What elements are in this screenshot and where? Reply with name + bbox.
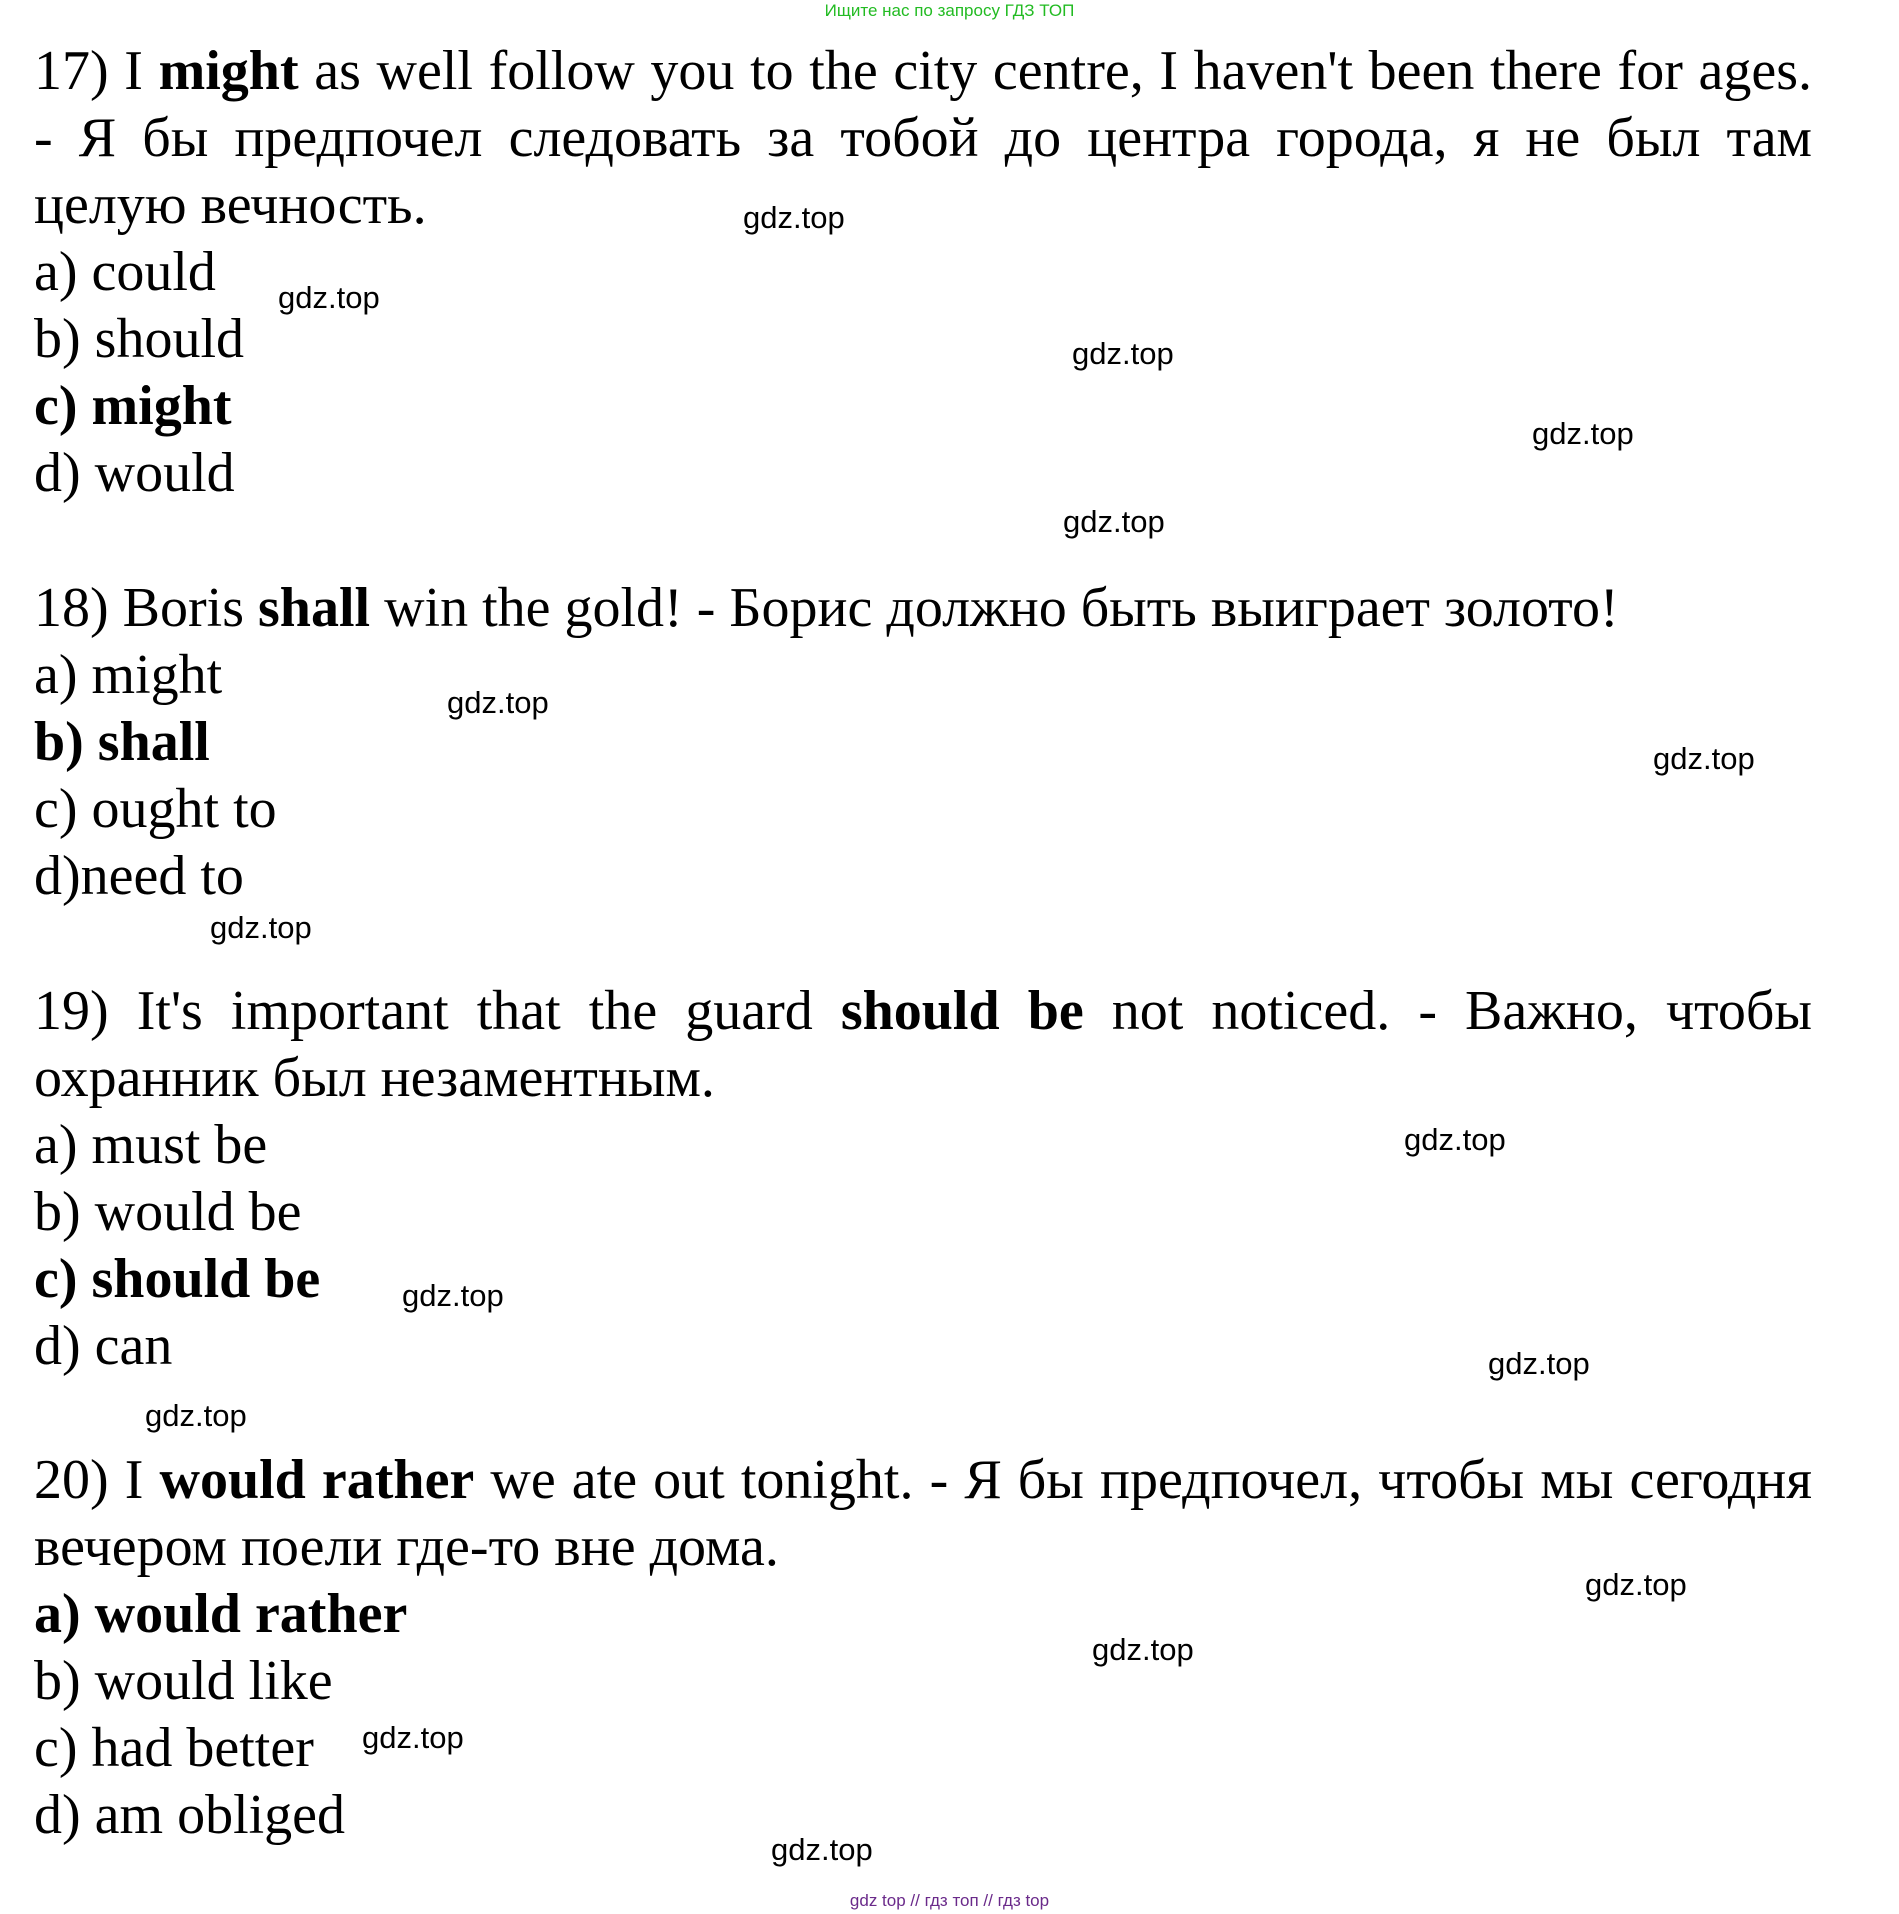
question-19 (34, 978, 1812, 1380)
question-text (34, 575, 1812, 642)
option-a: a) could (34, 241, 216, 303)
question-pre: It's important that the guard (136, 980, 813, 1042)
watermark: gdz.top (1092, 1632, 1194, 1667)
question-pre: Boris (122, 577, 245, 639)
question-text (34, 1447, 1812, 1581)
option-d: d) can (34, 1315, 173, 1377)
option-c-correct: c) might (34, 375, 232, 437)
watermark: gdz.top (1072, 336, 1174, 371)
question-answer-highlight: might (158, 40, 299, 102)
question-text (34, 38, 1812, 239)
question-post: win the gold! - Борис должно быть выиграет золото! (384, 577, 1619, 639)
watermark: gdz.top (1653, 741, 1755, 776)
watermark: gdz.top (362, 1720, 464, 1755)
option-b: b) would be (34, 1181, 302, 1243)
question-number: 18) (34, 577, 109, 639)
watermark: gdz.top (743, 200, 845, 235)
watermark: gdz.top (1585, 1567, 1687, 1602)
watermark: gdz.top (1404, 1122, 1506, 1157)
option-d: d) would (34, 442, 235, 504)
watermark: gdz.top (145, 1398, 247, 1433)
option-b: b) would like (34, 1650, 333, 1712)
option-c: c) ought to (34, 778, 277, 840)
watermark: gdz.top (1532, 416, 1634, 451)
watermark: gdz.top (210, 910, 312, 945)
question-answer-highlight: shall (258, 577, 371, 639)
watermark: gdz.top (402, 1278, 504, 1313)
option-a: a) might (34, 644, 223, 706)
watermark: gdz.top (447, 685, 549, 720)
question-number: 20) (34, 1449, 109, 1511)
question-post: not noticed. - Важно, чтобы охранник был незаментным. (34, 980, 1813, 1109)
top-banner: Ищите нас по запросу ГДЗ ТОП (824, 1, 1075, 20)
question-20 (34, 1447, 1812, 1849)
question-pre: I (124, 1449, 144, 1511)
question-post: as well follow you to the city centre, I haven't been there for ages. - Я бы предпочел следовать за тобой до центра города, я не был там целую вечность. (34, 40, 1812, 236)
option-b-correct: b) shall (34, 711, 210, 773)
option-d: d) am obliged (34, 1784, 346, 1846)
option-d: d)need to (34, 845, 244, 907)
option-b: b) should (34, 308, 244, 370)
question-answer-highlight: would rather (159, 1449, 475, 1511)
question-text (34, 978, 1812, 1112)
question-number: 17) (34, 40, 109, 102)
watermark: gdz.top (278, 280, 380, 315)
option-a: a) must be (34, 1114, 268, 1176)
option-c-correct: c) should be (34, 1248, 321, 1310)
question-number: 19) (34, 980, 109, 1042)
watermark: gdz.top (771, 1832, 873, 1867)
watermark: gdz.top (1488, 1346, 1590, 1381)
footer-watermark: gdz top // гдз топ // гдз top (849, 1891, 1050, 1910)
question-answer-highlight: should be (840, 980, 1084, 1042)
option-c: c) had better (34, 1717, 314, 1779)
question-post: we ate out tonight. - Я бы предпочел, чтобы мы сегодня вечером поели где-то вне дома. (34, 1449, 1813, 1578)
watermark: gdz.top (1063, 504, 1165, 539)
question-pre: I (124, 40, 143, 102)
question-18 (34, 575, 1812, 910)
option-a-correct: a) would rather (34, 1583, 408, 1645)
